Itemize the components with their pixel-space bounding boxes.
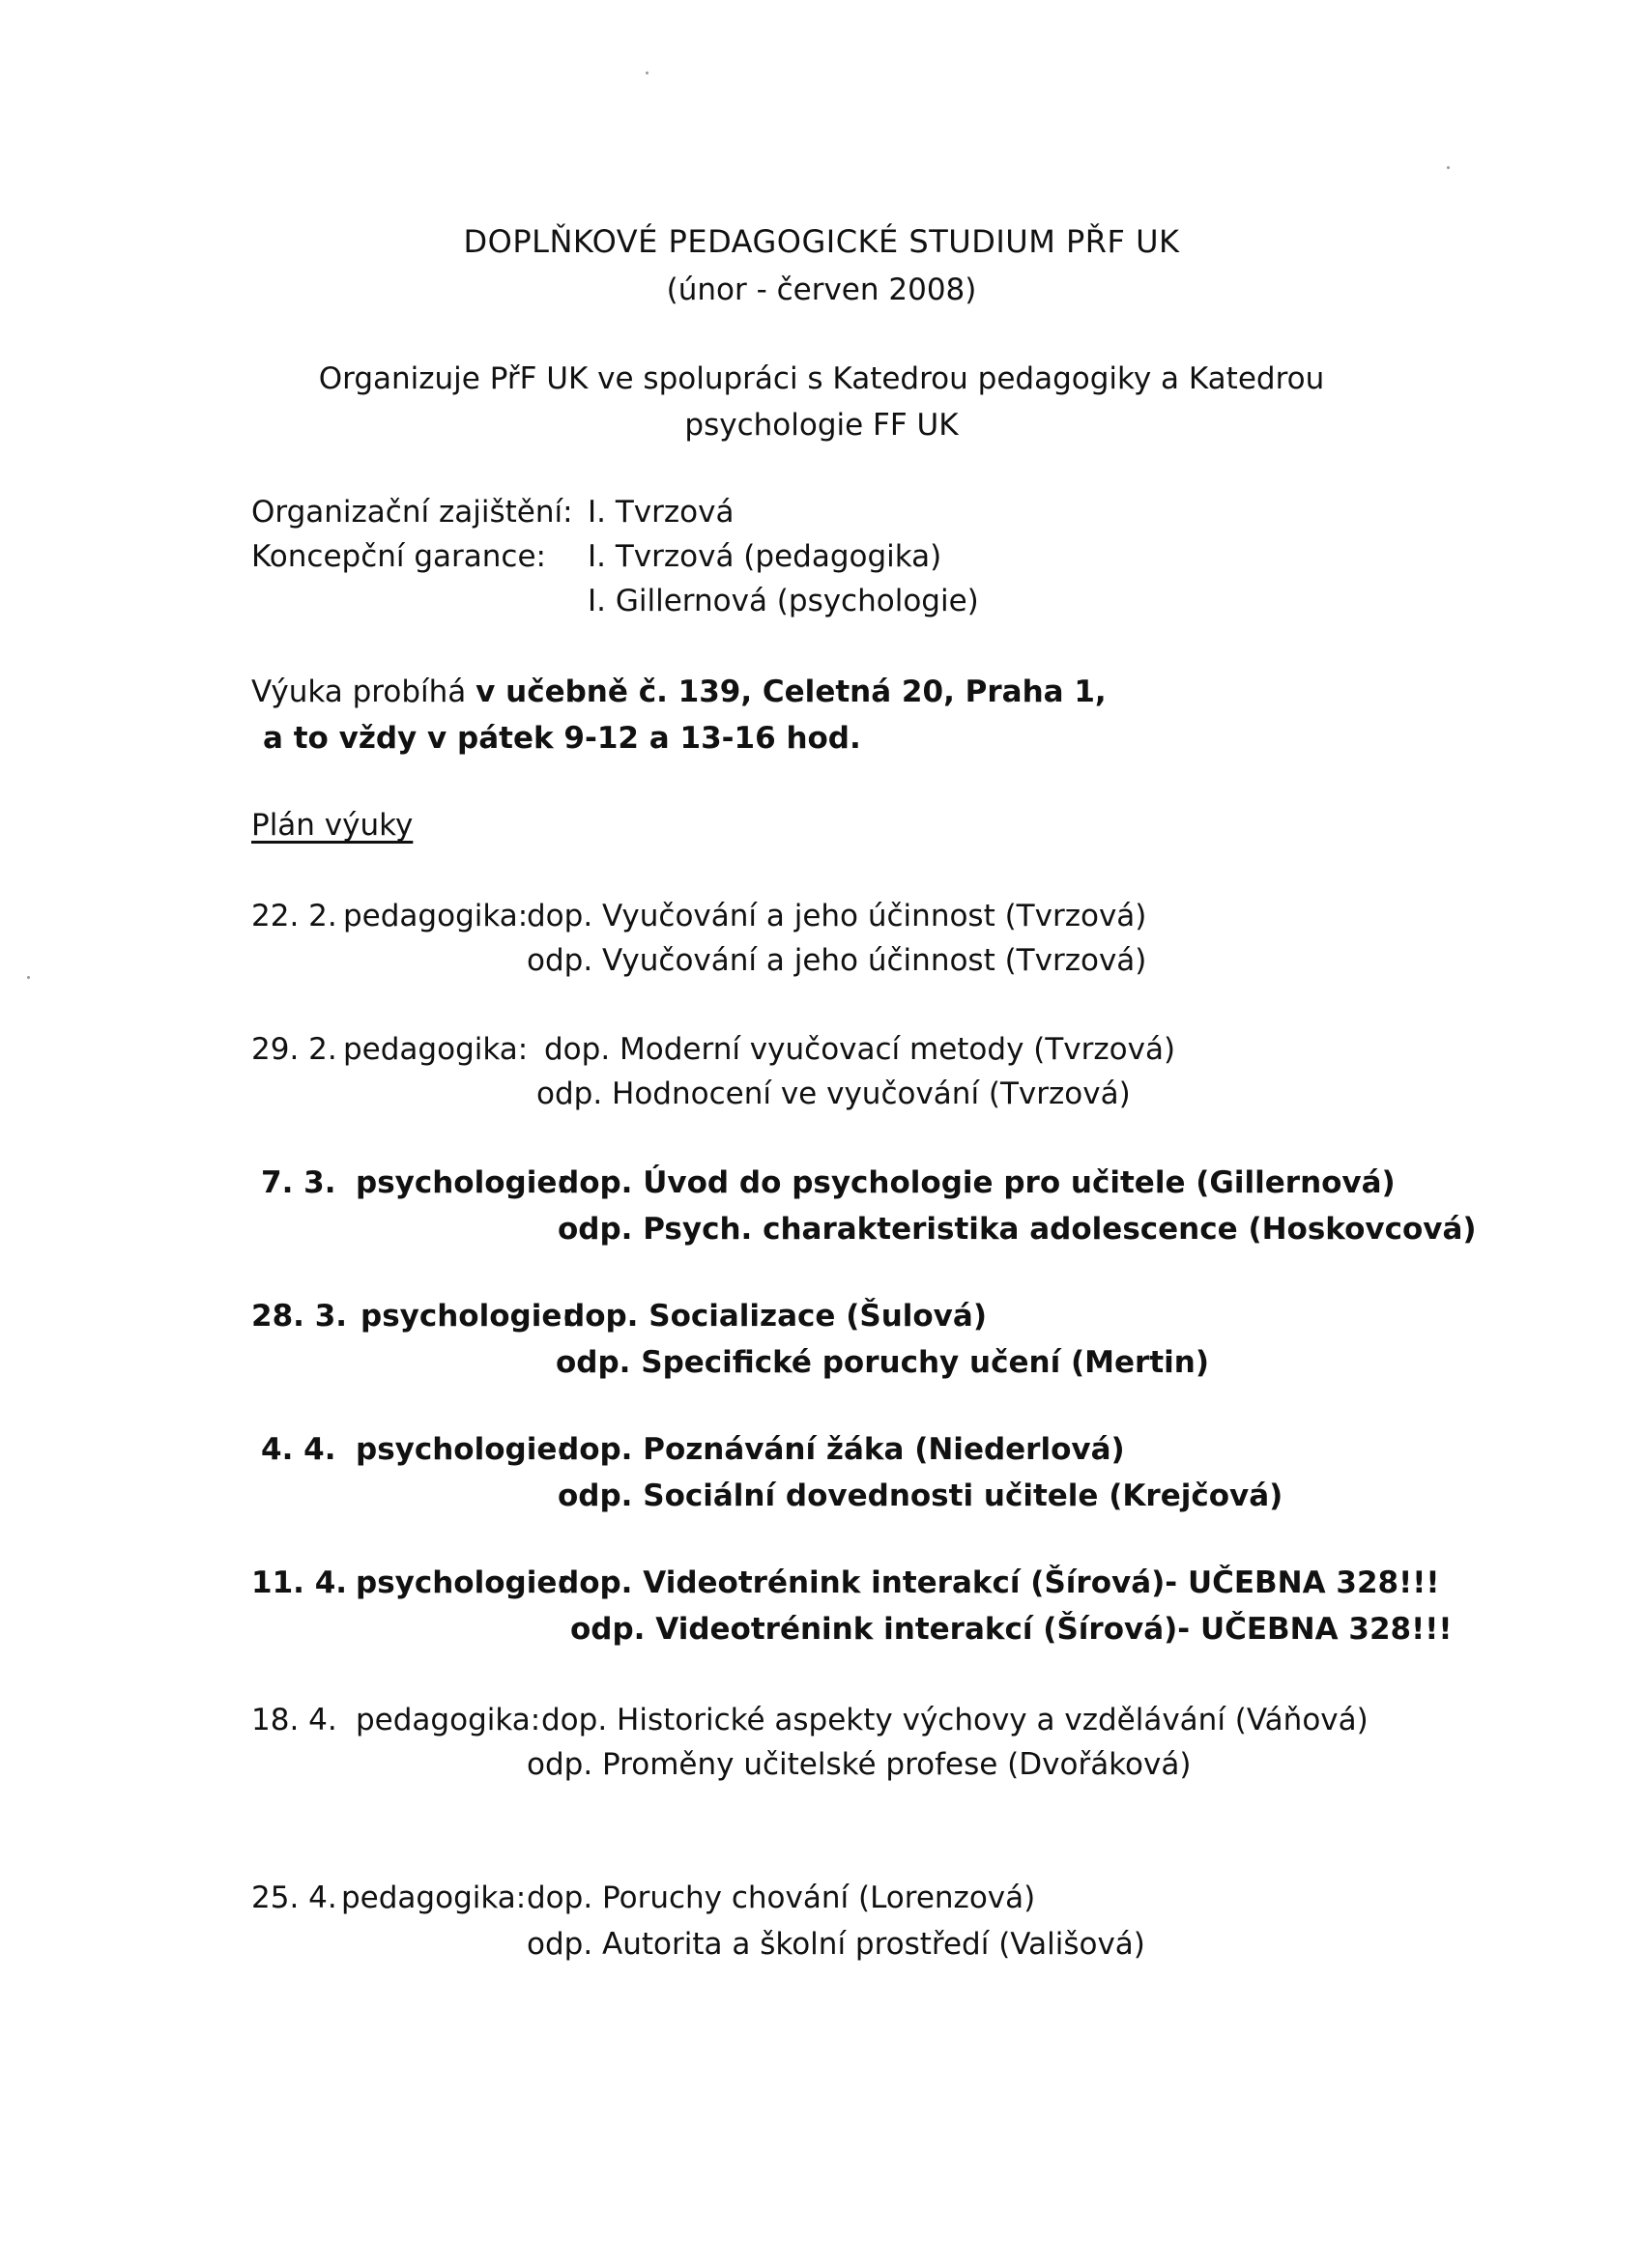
org-value: I. Tvrzová — [588, 495, 735, 530]
entry-date: 11. 4. — [251, 1565, 348, 1600]
entry-odp: odp. Psych. charakteristika adolescence (Hoskovcová) — [558, 1212, 1477, 1247]
entry-dop: dop. Socializace (Šulová) — [563, 1299, 987, 1334]
plan-heading: Plán výuky — [251, 808, 414, 843]
entry-dop: dop. Vyučování a jeho účinnost (Tvrzová) — [527, 899, 1147, 933]
entry-dop: dop. Úvod do psychologie pro učitele (Gillernová) — [558, 1165, 1396, 1200]
location-line-1 — [251, 673, 1107, 711]
entry-dop: dop. Poznávání žáka (Niederlová) — [558, 1432, 1125, 1467]
entry-date: 18. 4. — [251, 1703, 337, 1737]
entry-subject: psychologie: — [360, 1299, 574, 1334]
entry-date: 4. 4. — [261, 1432, 336, 1467]
entry-subject: psychologie: — [356, 1565, 569, 1600]
location-line-2: a to vždy v pátek 9-12 a 13-16 hod. — [263, 721, 861, 756]
entry-odp: odp. Specifické poruchy učení (Mertin) — [556, 1345, 1210, 1380]
entry-date: 28. 3. — [251, 1299, 348, 1334]
scan-speck — [27, 976, 30, 979]
entry-subject: pedagogika: — [343, 899, 529, 933]
entry-date: 7. 3. — [261, 1165, 336, 1200]
scan-speck — [1447, 166, 1450, 169]
concept-value-2: I. Gillernová (psychologie) — [588, 584, 979, 618]
location-room: v učebně č. 139, Celetná 20, Praha 1, — [476, 675, 1107, 709]
entry-date: 22. 2. — [251, 899, 337, 933]
entry-odp: odp. Videotrénink interakcí (Šírová)- UČEBNA 328!!! — [570, 1612, 1453, 1647]
concept-value-1: I. Tvrzová (pedagogika) — [588, 539, 942, 574]
entry-odp: odp. Proměny učitelské profese (Dvořáková) — [527, 1747, 1192, 1782]
entry-subject: pedagogika: — [356, 1703, 541, 1737]
document-period: (únor - červen 2008) — [666, 273, 977, 307]
entry-odp: odp. Sociální dovednosti učitele (Krejčová) — [558, 1479, 1283, 1513]
org-label: Organizační zajištění: — [251, 495, 573, 530]
entry-odp: odp. Vyučování a jeho účinnost (Tvrzová) — [527, 943, 1147, 978]
entry-subject: psychologie: — [356, 1165, 569, 1200]
entry-subject: pedagogika: — [343, 1032, 529, 1067]
concept-label: Koncepční garance: — [251, 539, 546, 574]
entry-dop: dop. Moderní vyučovací metody (Tvrzová) — [544, 1032, 1176, 1067]
organizer-line-2: psychologie FF UK — [684, 408, 959, 443]
entry-dop: dop. Videotrénink interakcí (Šírová)- UČEBNA 328!!! — [558, 1565, 1440, 1600]
scan-speck — [646, 72, 649, 74]
organizer-line-1: Organizuje PřF UK ve spolupráci s Katedrou pedagogiky a Katedrou — [318, 361, 1325, 396]
document-title: DOPLŇKOVÉ PEDAGOGICKÉ STUDIUM PŘF UK — [463, 223, 1180, 260]
entry-subject: psychologie: — [356, 1432, 569, 1467]
entry-date: 29. 2. — [251, 1032, 337, 1067]
entry-odp: odp. Autorita a školní prostředí (Vališová) — [527, 1927, 1145, 1962]
entry-dop: dop. Poruchy chování (Lorenzová) — [527, 1880, 1036, 1915]
entry-odp: odp. Hodnocení ve vyučování (Tvrzová) — [536, 1077, 1131, 1111]
entry-subject: pedagogika: — [341, 1880, 527, 1915]
location-prefix: Výuka probíhá — [251, 675, 467, 709]
entry-dop: dop. Historické aspekty výchovy a vzdělávání (Váňová) — [541, 1703, 1369, 1737]
entry-date: 25. 4. — [251, 1880, 337, 1915]
